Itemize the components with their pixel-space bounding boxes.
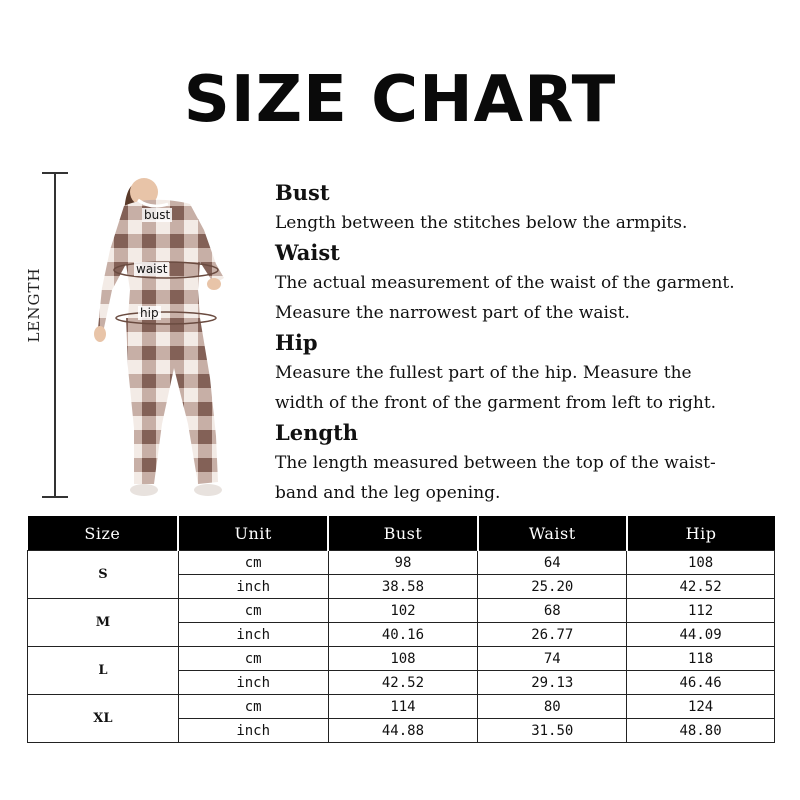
hip-cell: 108: [627, 551, 775, 575]
waist-cell: 80: [478, 695, 627, 719]
hip-cell: 46.46: [627, 671, 775, 695]
length-text-line: The length measured between the top of the waist-: [275, 453, 716, 473]
hip-label: hip: [140, 306, 159, 320]
waist-cell: 64: [478, 551, 627, 575]
page-title: SIZE CHART: [183, 63, 617, 137]
table-row: [28, 695, 775, 719]
bust-description: [275, 178, 785, 238]
table-row: [28, 599, 775, 623]
bust-heading: Bust: [275, 180, 330, 205]
ruler-bottom-cap: [42, 496, 68, 498]
unit-cell: cm: [178, 695, 328, 719]
bust-cell: 38.58: [328, 575, 478, 599]
length-heading: Length: [275, 420, 359, 445]
size-cell: M: [28, 599, 179, 647]
unit-cell: inch: [178, 623, 328, 647]
header-unit: Unit: [178, 516, 328, 551]
bust-cell: 108: [328, 647, 478, 671]
ruler-label: LENGTH: [25, 267, 43, 343]
hip-cell: 124: [627, 695, 775, 719]
bust-label: bust: [144, 208, 171, 222]
pajama-model-illustration: [86, 178, 256, 500]
unit-cell: cm: [178, 551, 328, 575]
waist-cell: 26.77: [478, 623, 627, 647]
bust-cell: 98: [328, 551, 478, 575]
waist-text-line: The actual measurement of the waist of the garment.: [275, 273, 735, 293]
hip-description: [275, 328, 785, 418]
length-description: [275, 418, 785, 508]
hip-text-line: Measure the fullest part of the hip. Measure the: [275, 363, 692, 383]
bust-cell: 102: [328, 599, 478, 623]
hip-cell: 48.80: [627, 719, 775, 743]
size-table: [27, 516, 775, 743]
hip-heading: Hip: [275, 330, 318, 355]
waist-heading: Waist: [275, 240, 340, 265]
hip-cell: 112: [627, 599, 775, 623]
table-header-row: [28, 516, 775, 551]
waist-description: [275, 238, 785, 328]
unit-cell: cm: [178, 647, 328, 671]
waist-cell: 25.20: [478, 575, 627, 599]
unit-cell: inch: [178, 719, 328, 743]
table-row: [28, 647, 775, 671]
bust-cell: 40.16: [328, 623, 478, 647]
size-cell: L: [28, 647, 179, 695]
waist-text-line: Measure the narrowest part of the waist.: [275, 303, 630, 323]
measurement-descriptions: [275, 178, 785, 508]
hip-cell: 118: [627, 647, 775, 671]
size-cell: XL: [28, 695, 179, 743]
table-row: [28, 551, 775, 575]
model-figure: [86, 178, 256, 500]
waist-cell: 74: [478, 647, 627, 671]
unit-cell: inch: [178, 671, 328, 695]
hip-text-line: width of the front of the garment from left to right.: [275, 393, 717, 413]
waist-cell: 31.50: [478, 719, 627, 743]
hip-cell: 44.09: [627, 623, 775, 647]
hip-cell: 42.52: [627, 575, 775, 599]
ruler-top-cap: [42, 172, 68, 174]
unit-cell: inch: [178, 575, 328, 599]
bust-cell: 42.52: [328, 671, 478, 695]
header-bust: Bust: [328, 516, 478, 551]
size-cell: S: [28, 551, 179, 599]
length-ruler: [42, 172, 72, 498]
waist-cell: 29.13: [478, 671, 627, 695]
header-size: Size: [28, 516, 179, 551]
ruler-line: [54, 172, 56, 498]
header-waist: Waist: [478, 516, 627, 551]
bust-text-line: Length between the stitches below the armpits.: [275, 213, 688, 233]
bust-cell: 114: [328, 695, 478, 719]
waist-cell: 68: [478, 599, 627, 623]
length-text-line: band and the leg opening.: [275, 483, 501, 503]
unit-cell: cm: [178, 599, 328, 623]
header-hip: Hip: [627, 516, 775, 551]
bust-cell: 44.88: [328, 719, 478, 743]
waist-label: waist: [136, 262, 168, 276]
